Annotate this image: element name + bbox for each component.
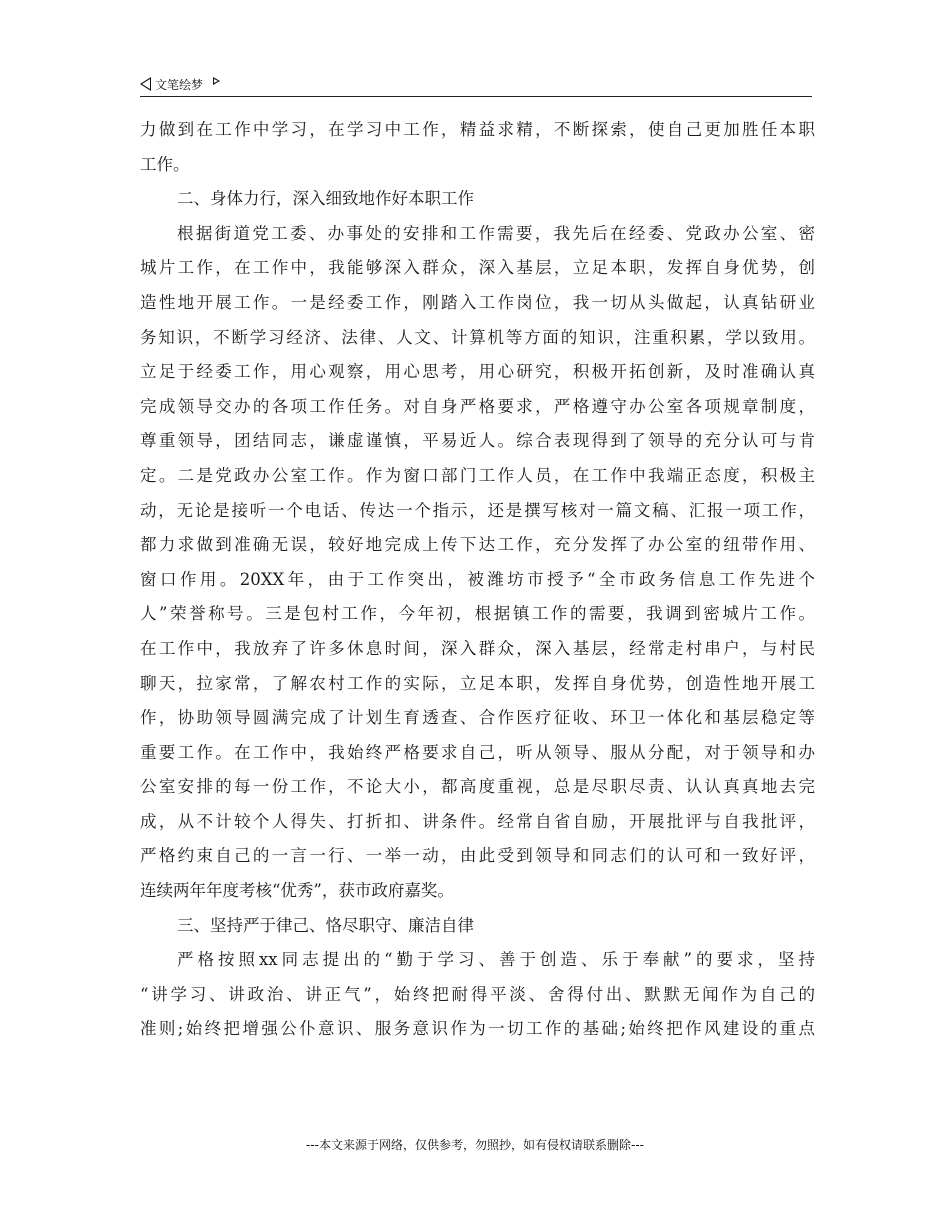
text-line: 工作。 [140, 154, 190, 174]
right-triangle-icon [213, 77, 220, 85]
text-line: 三、坚持严于律己、恪尽职守、廉洁自律 [177, 915, 474, 935]
text-line: 作，协助领导圆满完成了计划生育透查、合作医疗征收、环卫一体化和基层稳定等 [140, 708, 815, 728]
text-line: 窗口作用。20XX年，由于工作突出，被潍坊市授予“全市政务信息工作先进个 [140, 569, 815, 589]
text-line: 立足于经委工作，用心观察，用心思考，用心研究，积极开拓创新，及时准确认真 [140, 362, 815, 382]
text-line: 根据街道党工委、办事处的安排和工作需要，我先后在经委、党政办公室、密 [177, 223, 815, 243]
text-line: 在工作中，我放弃了许多休息时间，深入群众，深入基层，经常走村串户，与村民 [140, 638, 815, 658]
header-title: 文笔绘梦 [155, 77, 204, 92]
text-line: 造性地开展工作。一是经委工作，刚踏入工作岗位，我一切从头做起，认真钻研业 [140, 292, 815, 312]
text-line: 定。二是党政办公室工作。作为窗口部门工作人员，在工作中我端正态度，积极主 [140, 465, 815, 485]
text-line: 城片工作，在工作中，我能够深入群众，深入基层，立足本职，发挥自身优势，创 [140, 258, 815, 278]
text-line: 连续两年年度考核“优秀”，获市政府嘉奖。 [140, 881, 454, 901]
left-triangle-icon [140, 77, 151, 91]
text-line: 都力求做到准确无误，较好地完成上传下达工作，充分发挥了办公室的纽带作用、 [140, 535, 815, 555]
text-line: 公室安排的每一份工作，不论大小，都高度重视，总是尽职尽责、认认真真地去完 [140, 777, 815, 797]
document-body [140, 113, 815, 1047]
text-line: “讲学习、讲政治、讲正气”，始终把耐得平淡、舍得付出、默默无闻作为自己的 [140, 984, 815, 1004]
page-header [140, 72, 812, 97]
page-footer: ---本文来源于网络，仅供参考，勿照抄，如有侵权请联系删除--- [306, 1138, 644, 1152]
text-line: 人”荣誉称号。三是包村工作，今年初，根据镇工作的需要，我调到密城片工作。 [140, 604, 815, 624]
text-line: 聊天，拉家常，了解农村工作的实际，立足本职，发挥自身优势，创造性地开展工 [140, 673, 815, 693]
text-line: 重要工作。在工作中，我始终严格要求自己，听从领导、服从分配，对于领导和办 [140, 742, 815, 762]
text-line: 完成领导交办的各项工作任务。对自身严格要求，严格遵守办公室各项规章制度， [140, 396, 815, 416]
text-line: 严格按照xx同志提出的“勤于学习、善于创造、乐于奉献”的要求，坚持 [177, 950, 815, 970]
text-line: 严格约束自己的一言一行、一举一动，由此受到领导和同志们的认可和一致好评， [140, 846, 815, 866]
text-line: 务知识，不断学习经济、法律、人文、计算机等方面的知识，注重积累，学以致用。 [140, 327, 815, 347]
text-line: 成，从不计较个人得失、打折扣、讲条件。经常自省自励，开展批评与自我批评， [140, 811, 815, 831]
text-line: 力做到在工作中学习，在学习中工作，精益求精，不断探索，使自己更加胜任本职 [140, 120, 815, 139]
text-line: 二、身体力行，深入细致地作好本职工作 [177, 189, 474, 209]
text-line: 准则;始终把增强公仆意识、服务意识作为一切工作的基础;始终把作风建设的重点 [140, 1019, 815, 1039]
text-line: 尊重领导，团结同志，谦虚谨慎，平易近人。综合表现得到了领导的充分认可与肯 [140, 431, 815, 451]
text-line: 动，无论是接听一个电话、传达一个指示，还是撰写核对一篇文稿、汇报一项工作， [140, 500, 815, 520]
